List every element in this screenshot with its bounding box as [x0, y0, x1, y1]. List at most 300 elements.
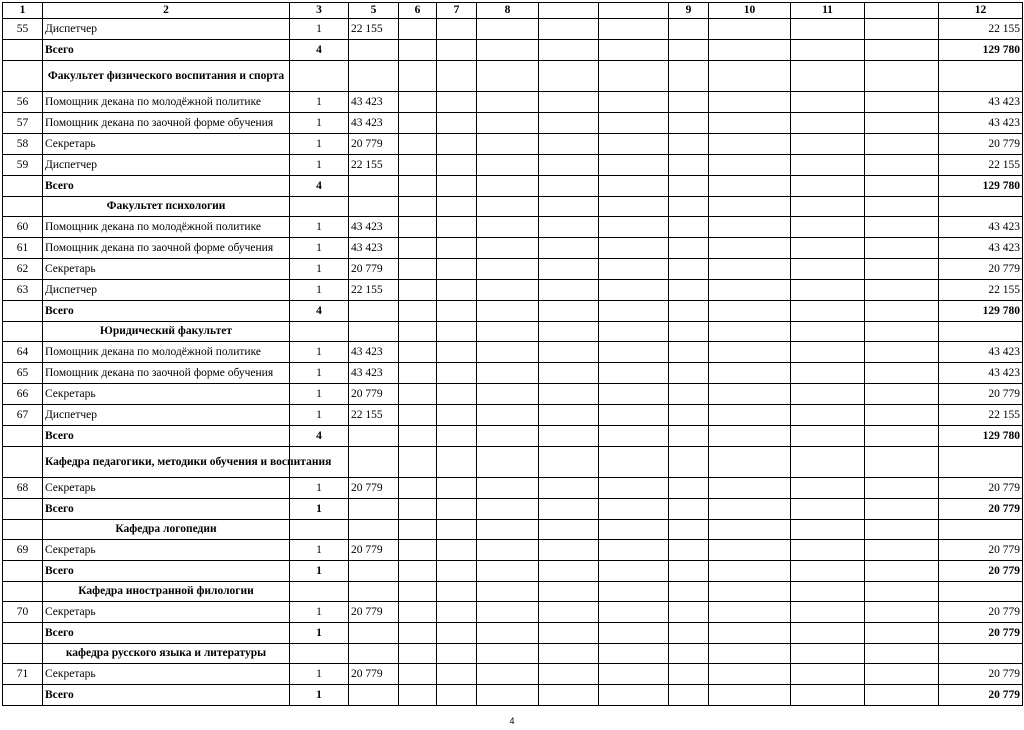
empty-cell — [709, 342, 791, 363]
empty-cell — [669, 644, 709, 664]
row-total: 22 155 — [939, 155, 1023, 176]
empty-cell — [477, 561, 539, 582]
empty-cell — [539, 582, 599, 602]
empty-cell — [539, 561, 599, 582]
salary: 20 779 — [349, 602, 399, 623]
empty-cell — [349, 301, 399, 322]
total-row — [3, 623, 1023, 644]
empty-cell — [865, 685, 939, 706]
empty-cell — [865, 40, 939, 61]
empty-cell — [669, 19, 709, 40]
empty-cell — [437, 363, 477, 384]
total-quantity: 4 — [290, 176, 349, 197]
empty-cell — [709, 40, 791, 61]
salary: 22 155 — [349, 280, 399, 301]
position-name: Помощник декана по молодёжной политике — [43, 342, 290, 363]
position-name: Секретарь — [43, 134, 290, 155]
empty-cell — [349, 322, 399, 342]
empty-cell — [437, 426, 477, 447]
section-title: Юридический факультет — [43, 322, 290, 342]
row-total: 43 423 — [939, 113, 1023, 134]
empty-cell — [599, 134, 669, 155]
table-row — [3, 155, 1023, 176]
empty-cell — [709, 582, 791, 602]
total-sum: 129 780 — [939, 176, 1023, 197]
column-header — [865, 3, 939, 19]
empty-cell — [599, 405, 669, 426]
empty-cell — [709, 238, 791, 259]
quantity: 1 — [290, 342, 349, 363]
empty-cell — [709, 61, 791, 92]
row-number: 58 — [3, 134, 43, 155]
empty-cell — [865, 405, 939, 426]
empty-cell — [477, 499, 539, 520]
empty-cell — [669, 447, 709, 478]
table-row — [3, 342, 1023, 363]
row-number: 56 — [3, 92, 43, 113]
empty-cell — [399, 644, 437, 664]
empty-cell — [791, 363, 865, 384]
empty-cell — [599, 92, 669, 113]
total-sum: 20 779 — [939, 685, 1023, 706]
row-total: 20 779 — [939, 664, 1023, 685]
empty-cell — [477, 280, 539, 301]
position-name: Секретарь — [43, 540, 290, 561]
empty-cell — [791, 540, 865, 561]
quantity: 1 — [290, 540, 349, 561]
empty-cell — [3, 301, 43, 322]
row-total: 20 779 — [939, 478, 1023, 499]
empty-cell — [349, 426, 399, 447]
empty-cell — [709, 134, 791, 155]
empty-cell — [709, 478, 791, 499]
total-quantity: 4 — [290, 426, 349, 447]
empty-cell — [437, 322, 477, 342]
section-row — [3, 520, 1023, 540]
total-sum: 129 780 — [939, 40, 1023, 61]
empty-cell — [539, 363, 599, 384]
position-name: Секретарь — [43, 478, 290, 499]
empty-cell — [599, 155, 669, 176]
salary: 20 779 — [349, 478, 399, 499]
empty-cell — [477, 238, 539, 259]
total-sum: 20 779 — [939, 561, 1023, 582]
column-header: 3 — [290, 3, 349, 19]
empty-cell — [865, 134, 939, 155]
empty-cell — [791, 280, 865, 301]
empty-cell — [865, 113, 939, 134]
position-name: Секретарь — [43, 664, 290, 685]
empty-cell — [477, 685, 539, 706]
empty-cell — [669, 155, 709, 176]
empty-cell — [669, 280, 709, 301]
empty-cell — [865, 540, 939, 561]
empty-cell — [437, 644, 477, 664]
empty-cell — [477, 447, 539, 478]
empty-cell — [669, 61, 709, 92]
empty-cell — [709, 176, 791, 197]
salary: 43 423 — [349, 217, 399, 238]
empty-cell — [669, 540, 709, 561]
salary: 20 779 — [349, 259, 399, 280]
empty-cell — [437, 176, 477, 197]
empty-cell — [865, 280, 939, 301]
empty-cell — [599, 644, 669, 664]
quantity: 1 — [290, 280, 349, 301]
empty-cell — [477, 301, 539, 322]
empty-cell — [290, 61, 349, 92]
empty-cell — [865, 644, 939, 664]
empty-cell — [865, 92, 939, 113]
table-row — [3, 478, 1023, 499]
empty-cell — [865, 664, 939, 685]
empty-cell — [791, 176, 865, 197]
empty-cell — [669, 176, 709, 197]
empty-cell — [709, 426, 791, 447]
empty-cell — [399, 92, 437, 113]
empty-cell — [539, 61, 599, 92]
empty-cell — [437, 155, 477, 176]
table-row — [3, 134, 1023, 155]
empty-cell — [939, 644, 1023, 664]
empty-cell — [791, 644, 865, 664]
total-quantity: 4 — [290, 40, 349, 61]
empty-cell — [349, 561, 399, 582]
empty-cell — [669, 499, 709, 520]
empty-cell — [939, 582, 1023, 602]
empty-cell — [865, 363, 939, 384]
row-number: 57 — [3, 113, 43, 134]
empty-cell — [669, 685, 709, 706]
empty-cell — [669, 322, 709, 342]
empty-cell — [3, 623, 43, 644]
empty-cell — [599, 520, 669, 540]
empty-cell — [399, 342, 437, 363]
row-number: 71 — [3, 664, 43, 685]
row-total: 43 423 — [939, 342, 1023, 363]
quantity: 1 — [290, 217, 349, 238]
table-row — [3, 217, 1023, 238]
empty-cell — [399, 259, 437, 280]
total-quantity: 4 — [290, 301, 349, 322]
empty-cell — [477, 426, 539, 447]
empty-cell — [539, 478, 599, 499]
empty-cell — [709, 155, 791, 176]
empty-cell — [539, 623, 599, 644]
empty-cell — [865, 342, 939, 363]
empty-cell — [791, 342, 865, 363]
empty-cell — [599, 499, 669, 520]
quantity: 1 — [290, 92, 349, 113]
section-title: Факультет физического воспитания и спорта — [43, 61, 290, 92]
empty-cell — [865, 478, 939, 499]
empty-cell — [599, 113, 669, 134]
empty-cell — [599, 40, 669, 61]
empty-cell — [349, 40, 399, 61]
empty-cell — [477, 217, 539, 238]
empty-cell — [599, 426, 669, 447]
empty-cell — [669, 478, 709, 499]
column-header: 8 — [477, 3, 539, 19]
empty-cell — [477, 582, 539, 602]
column-header: 6 — [399, 3, 437, 19]
empty-cell — [791, 259, 865, 280]
column-header: 11 — [791, 3, 865, 19]
empty-cell — [3, 176, 43, 197]
empty-cell — [939, 61, 1023, 92]
empty-cell — [709, 644, 791, 664]
position-name: Помощник декана по заочной форме обучения — [43, 238, 290, 259]
empty-cell — [669, 363, 709, 384]
page-number: 4 — [509, 716, 515, 726]
quantity: 1 — [290, 113, 349, 134]
empty-cell — [399, 499, 437, 520]
table-row — [3, 602, 1023, 623]
empty-cell — [599, 447, 669, 478]
row-total: 43 423 — [939, 92, 1023, 113]
section-row — [3, 447, 1023, 478]
empty-cell — [865, 301, 939, 322]
empty-cell — [669, 405, 709, 426]
empty-cell — [539, 113, 599, 134]
salary: 43 423 — [349, 238, 399, 259]
empty-cell — [709, 520, 791, 540]
empty-cell — [791, 134, 865, 155]
total-row — [3, 685, 1023, 706]
empty-cell — [437, 478, 477, 499]
empty-cell — [599, 384, 669, 405]
empty-cell — [3, 561, 43, 582]
empty-cell — [477, 384, 539, 405]
empty-cell — [791, 40, 865, 61]
empty-cell — [437, 217, 477, 238]
empty-cell — [399, 40, 437, 61]
empty-cell — [669, 664, 709, 685]
empty-cell — [477, 342, 539, 363]
total-row — [3, 561, 1023, 582]
total-row — [3, 301, 1023, 322]
total-label: Всего — [43, 426, 290, 447]
empty-cell — [669, 301, 709, 322]
total-row — [3, 40, 1023, 61]
empty-cell — [709, 602, 791, 623]
empty-cell — [709, 197, 791, 217]
empty-cell — [539, 540, 599, 561]
column-header: 2 — [43, 3, 290, 19]
empty-cell — [791, 19, 865, 40]
total-sum: 129 780 — [939, 426, 1023, 447]
empty-cell — [399, 664, 437, 685]
empty-cell — [865, 197, 939, 217]
empty-cell — [865, 259, 939, 280]
empty-cell — [399, 520, 437, 540]
empty-cell — [539, 664, 599, 685]
empty-cell — [477, 113, 539, 134]
empty-cell — [437, 259, 477, 280]
empty-cell — [539, 134, 599, 155]
quantity: 1 — [290, 602, 349, 623]
empty-cell — [399, 561, 437, 582]
empty-cell — [539, 301, 599, 322]
empty-cell — [599, 238, 669, 259]
empty-cell — [3, 322, 43, 342]
empty-cell — [349, 685, 399, 706]
empty-cell — [669, 113, 709, 134]
empty-cell — [865, 582, 939, 602]
empty-cell — [290, 582, 349, 602]
empty-cell — [599, 602, 669, 623]
empty-cell — [599, 623, 669, 644]
row-total: 20 779 — [939, 384, 1023, 405]
table-row — [3, 363, 1023, 384]
empty-cell — [399, 301, 437, 322]
empty-cell — [791, 217, 865, 238]
empty-cell — [791, 520, 865, 540]
quantity: 1 — [290, 19, 349, 40]
empty-cell — [539, 405, 599, 426]
empty-cell — [437, 520, 477, 540]
empty-cell — [437, 540, 477, 561]
empty-cell — [791, 623, 865, 644]
empty-cell — [669, 602, 709, 623]
empty-cell — [399, 478, 437, 499]
empty-cell — [539, 92, 599, 113]
quantity: 1 — [290, 155, 349, 176]
column-header: 5 — [349, 3, 399, 19]
row-total: 20 779 — [939, 602, 1023, 623]
empty-cell — [477, 478, 539, 499]
empty-cell — [290, 322, 349, 342]
empty-cell — [290, 197, 349, 217]
empty-cell — [3, 447, 43, 478]
empty-cell — [3, 644, 43, 664]
table-row — [3, 405, 1023, 426]
section-title: Кафедра педагогики, методики обучения и воспитания — [43, 447, 290, 478]
empty-cell — [399, 322, 437, 342]
section-title: Кафедра логопедии — [43, 520, 290, 540]
empty-cell — [539, 19, 599, 40]
empty-cell — [437, 61, 477, 92]
table-row — [3, 384, 1023, 405]
empty-cell — [865, 447, 939, 478]
empty-cell — [669, 217, 709, 238]
empty-cell — [791, 405, 865, 426]
empty-cell — [437, 280, 477, 301]
section-title: Кафедра иностранной филологии — [43, 582, 290, 602]
empty-cell — [399, 582, 437, 602]
table-row — [3, 113, 1023, 134]
empty-cell — [669, 561, 709, 582]
row-total: 43 423 — [939, 363, 1023, 384]
empty-cell — [791, 499, 865, 520]
empty-cell — [709, 217, 791, 238]
empty-cell — [539, 602, 599, 623]
row-number: 60 — [3, 217, 43, 238]
table-row — [3, 92, 1023, 113]
position-name: Секретарь — [43, 384, 290, 405]
empty-cell — [290, 520, 349, 540]
empty-cell — [477, 322, 539, 342]
column-header: 10 — [709, 3, 791, 19]
table-row — [3, 664, 1023, 685]
table-body — [3, 3, 1023, 706]
row-total: 22 155 — [939, 280, 1023, 301]
empty-cell — [709, 561, 791, 582]
quantity: 1 — [290, 238, 349, 259]
empty-cell — [791, 582, 865, 602]
empty-cell — [477, 197, 539, 217]
salary: 22 155 — [349, 19, 399, 40]
empty-cell — [399, 363, 437, 384]
empty-cell — [399, 61, 437, 92]
empty-cell — [437, 342, 477, 363]
position-name: Диспетчер — [43, 280, 290, 301]
empty-cell — [399, 176, 437, 197]
empty-cell — [669, 134, 709, 155]
empty-cell — [539, 217, 599, 238]
empty-cell — [437, 134, 477, 155]
section-row — [3, 322, 1023, 342]
empty-cell — [3, 61, 43, 92]
row-number: 65 — [3, 363, 43, 384]
column-header — [599, 3, 669, 19]
row-number: 63 — [3, 280, 43, 301]
empty-cell — [669, 92, 709, 113]
empty-cell — [865, 155, 939, 176]
empty-cell — [709, 540, 791, 561]
salary: 20 779 — [349, 384, 399, 405]
empty-cell — [599, 582, 669, 602]
empty-cell — [865, 623, 939, 644]
empty-cell — [791, 155, 865, 176]
quantity: 1 — [290, 664, 349, 685]
empty-cell — [669, 197, 709, 217]
salary: 43 423 — [349, 342, 399, 363]
empty-cell — [539, 176, 599, 197]
empty-cell — [399, 623, 437, 644]
quantity: 1 — [290, 259, 349, 280]
empty-cell — [539, 40, 599, 61]
empty-cell — [3, 426, 43, 447]
empty-cell — [437, 664, 477, 685]
quantity: 1 — [290, 363, 349, 384]
total-label: Всего — [43, 499, 290, 520]
empty-cell — [477, 623, 539, 644]
empty-cell — [709, 280, 791, 301]
empty-cell — [3, 520, 43, 540]
salary: 20 779 — [349, 134, 399, 155]
empty-cell — [709, 322, 791, 342]
empty-cell — [539, 155, 599, 176]
empty-cell — [709, 384, 791, 405]
empty-cell — [539, 238, 599, 259]
empty-cell — [437, 19, 477, 40]
total-quantity: 1 — [290, 561, 349, 582]
empty-cell — [599, 61, 669, 92]
empty-cell — [349, 197, 399, 217]
column-header: 7 — [437, 3, 477, 19]
empty-cell — [709, 259, 791, 280]
table-row — [3, 19, 1023, 40]
empty-cell — [865, 176, 939, 197]
empty-cell — [599, 176, 669, 197]
empty-cell — [669, 582, 709, 602]
total-row — [3, 426, 1023, 447]
header-row — [3, 3, 1023, 19]
empty-cell — [349, 623, 399, 644]
empty-cell — [939, 447, 1023, 478]
empty-cell — [399, 540, 437, 561]
